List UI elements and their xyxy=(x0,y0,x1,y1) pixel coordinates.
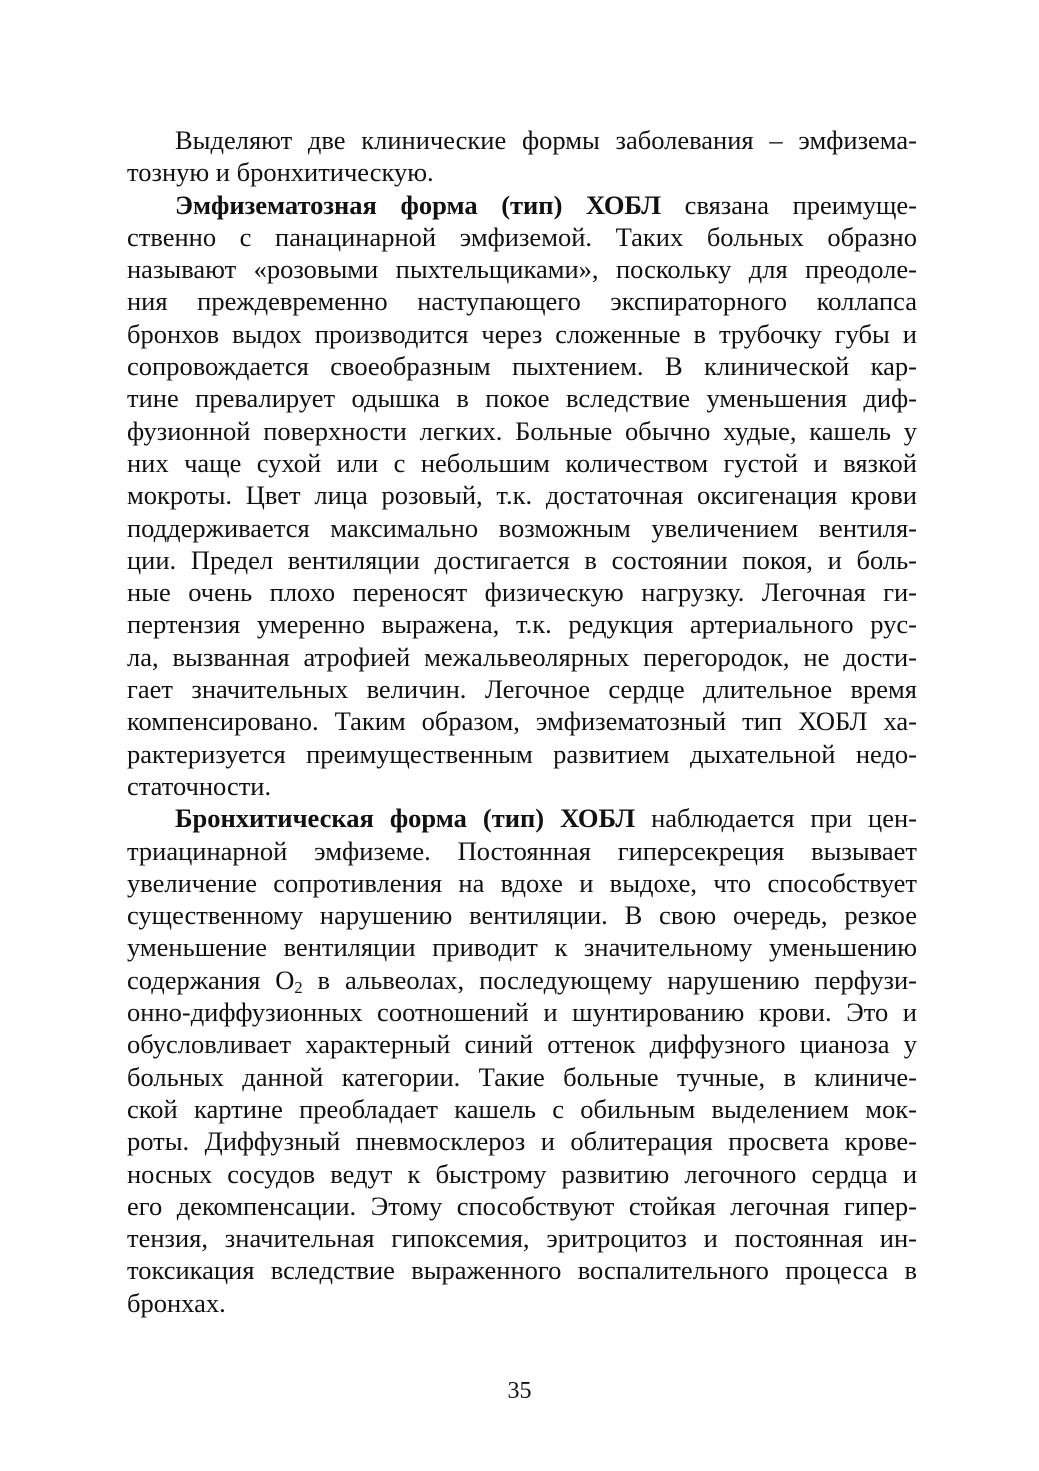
text-line: мокроты. Цвет лица розовый, т.к. достаточная оксигенация крови xyxy=(127,480,917,511)
text-fragment: связана преимуще- xyxy=(661,189,917,220)
text-line: носных сосудов ведут к быстрому развитию легочного сердца и xyxy=(127,1158,917,1189)
paragraph-first-line xyxy=(127,802,917,834)
subscript: 2 xyxy=(294,978,303,998)
page-number: 35 xyxy=(507,1378,532,1404)
section-heading-emphysematous: Эмфизематозная форма (тип) ХОБЛ xyxy=(175,189,662,220)
text-line-o2 xyxy=(127,964,917,996)
text-line: ственно с панацинарной эмфиземой. Таких больных образно xyxy=(127,221,917,252)
text-line: тензия, значительная гипоксемия, эритроцитоз и постоянная ин- xyxy=(127,1223,917,1254)
text-line: обусловливает характерный синий оттенок диффузного цианоза у xyxy=(127,1029,917,1060)
text-line: онно-диффузионных соотношений и шунтированию крови. Это и xyxy=(127,997,917,1028)
text-line: ла, вызванная атрофией межальвеолярных перегородок, не дости- xyxy=(127,641,917,672)
text-line: гает значительных величин. Легочное сердце длительное время xyxy=(127,674,917,705)
text-line: называют «розовыми пыхтельщиками», поскольку для преодоле- xyxy=(127,254,917,285)
text-line: ные очень плохо переносят физическую нагрузку. Легочная ги- xyxy=(127,577,917,608)
text-line: бронхах. xyxy=(127,1287,226,1318)
text-line: уменьшение вентиляции приводит к значительному уменьшению xyxy=(127,932,917,963)
paragraph-first-line xyxy=(127,189,917,221)
text-fragment: содержания O xyxy=(127,964,295,995)
text-line: ния преждевременно наступающего экспираторного коллапса xyxy=(127,286,917,317)
text-line: Выделяют две клинические формы заболевания – эмфизема- xyxy=(175,125,917,155)
text-line: увеличение сопротивления на вдохе и выдохе, что способствует xyxy=(127,867,917,898)
text-line: тине превалирует одышка в покое вследствие уменьшения диф- xyxy=(127,383,917,414)
text-line: них чаще сухой или с небольшим количеством густой и вязкой xyxy=(127,447,917,478)
body-text xyxy=(127,124,917,1319)
text-line: ской картине преобладает кашель с обильным выделением мок- xyxy=(127,1093,917,1124)
text-line: фузионной поверхности легких. Больные обычно худые, кашель у xyxy=(127,415,917,446)
text-fragment: наблюдается при цен- xyxy=(635,803,917,834)
text-line: больных данной категории. Такие больные тучные, в клиниче- xyxy=(127,1061,917,1092)
text-line: поддерживается максимально возможным увеличением вентиля- xyxy=(127,512,917,543)
text-line: статочности. xyxy=(127,770,272,801)
section-heading-bronchitic: Бронхитическая форма (тип) ХОБЛ xyxy=(175,803,636,834)
text-line: его декомпенсации. Этому способствуют стойкая легочная гипер- xyxy=(127,1190,917,1221)
text-fragment: в альвеолах, последующему нарушению перфузи- xyxy=(302,964,917,995)
text-line: компенсировано. Таким образом, эмфизематозный тип ХОБЛ ха- xyxy=(127,706,917,737)
text-line: сопровождается своеобразным пыхтением. В клинической кар- xyxy=(127,351,917,382)
text-line: токсикация вследствие выраженного воспалительного процесса в xyxy=(127,1255,917,1286)
text-line: триацинарной эмфиземе. Постоянная гиперсекреция вызывает xyxy=(127,835,917,866)
text-line: пертензия умеренно выражена, т.к. редукция артериального рус- xyxy=(127,609,917,640)
text-line: ции. Предел вентиляции достигается в состоянии покоя, и боль- xyxy=(127,544,917,575)
text-line: тозную и бронхитическую. xyxy=(127,157,434,188)
text-line: существенному нарушению вентиляции. В свою очередь, резкое xyxy=(127,900,917,931)
text-line: рактеризуется преимущественным развитием дыхательной недо- xyxy=(127,738,917,769)
text-line: роты. Диффузный пневмосклероз и облитерация просвета крове- xyxy=(127,1126,917,1157)
text-line: бронхов выдох производится через сложенные в трубочку губы и xyxy=(127,318,917,349)
